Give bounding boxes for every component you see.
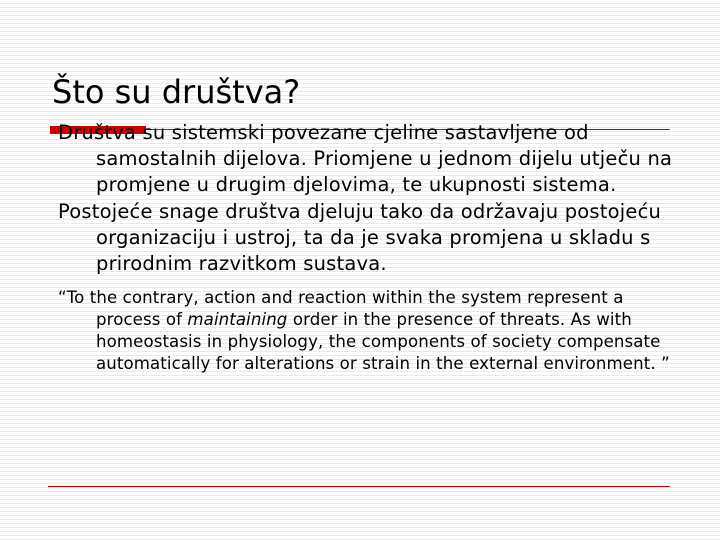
quote-text-after: order in the presence of threats. As with homeostasis in physiology, the components of society compensate automatically for alterations or strain in the external environment. ” (96, 310, 670, 373)
paragraph-1: Društva su sistemski povezane cjeline sastavljene od samostalnih dijelova. Priomjene u jednom dijelu utječu na promjene u drugim djelovima, te ukupnosti sistema. (58, 121, 673, 196)
footer-rule (48, 486, 670, 487)
quote-text-before: “To the contrary, action and reaction within the system represent a process of (58, 288, 624, 329)
quote-emphasis: maintaining (187, 310, 288, 329)
english-quote (58, 287, 684, 375)
slide-body (58, 120, 684, 375)
slide-title: Što su društva? (52, 73, 301, 111)
paragraph-2: Postojeće snage društva djeluju tako da održavaju postojeću organizaciju i ustroj, ta da je svaka promjena u skladu s prirodnim razvitkom sustava. (58, 200, 662, 275)
